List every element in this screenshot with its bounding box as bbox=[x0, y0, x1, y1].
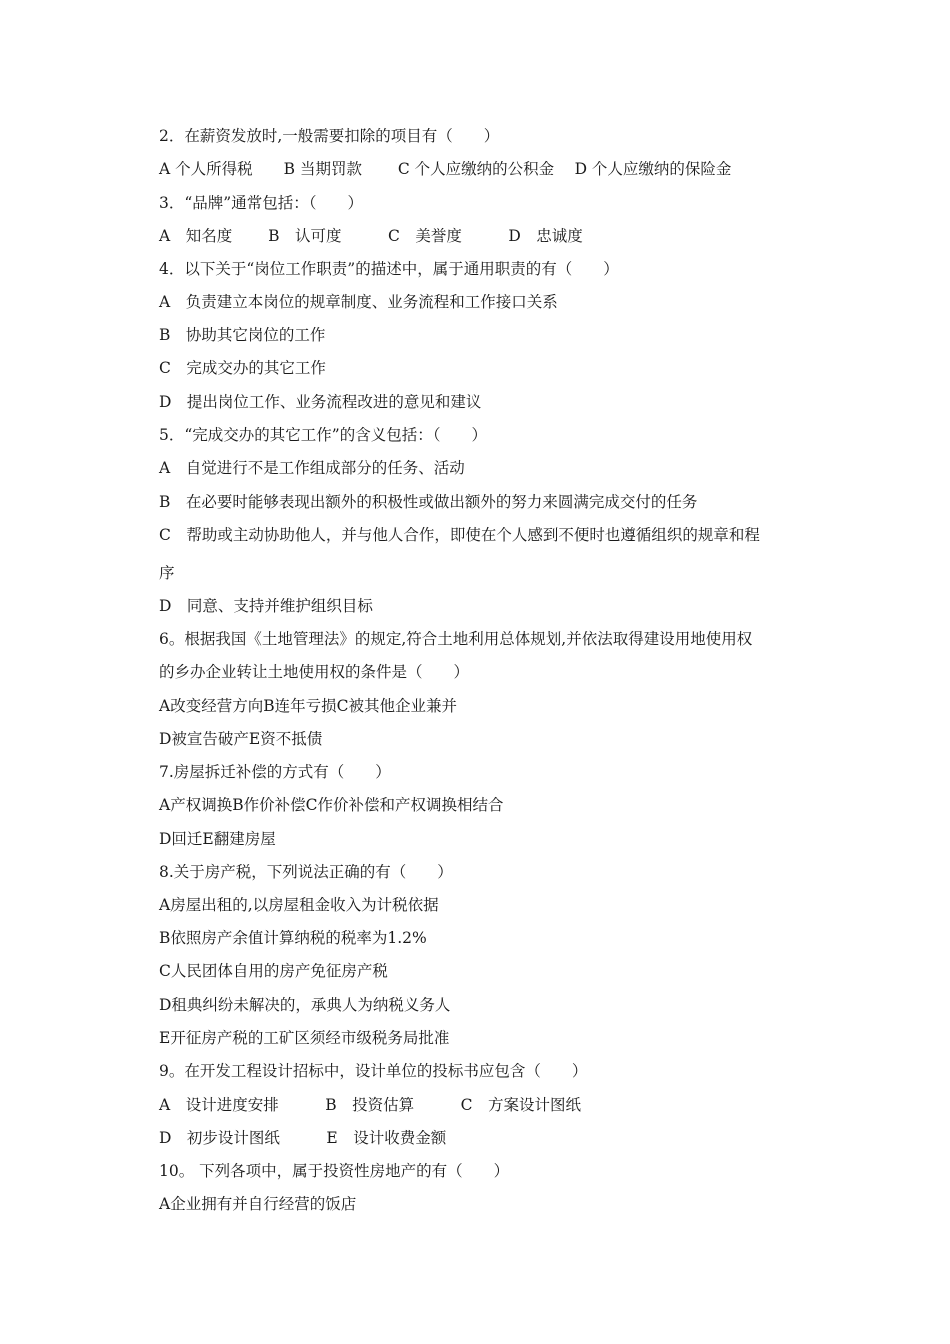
question-7-options-2: D回迁E翻建房屋 bbox=[159, 830, 276, 848]
question-8-option-b: B依照房产余值计算纳税的税率为1.2% bbox=[159, 929, 427, 947]
question-8-option-c: C人民团体自用的房产免征房产税 bbox=[159, 962, 388, 980]
question-10-option-a: A企业拥有并自行经营的饭店 bbox=[159, 1195, 357, 1213]
question-5-option-c: C 帮助或主动协助他人，并与他人合作，即使在个人感到不便时也遵循组织的规章和程 bbox=[159, 526, 760, 544]
question-4-option-c: C 完成交办的其它工作 bbox=[159, 359, 326, 377]
question-3-options: A 知名度 B 认可度 C 美誉度 D 忠诚度 bbox=[159, 227, 583, 245]
question-5-option-c-cont: 序 bbox=[159, 564, 175, 582]
question-4-option-a: A 负责建立本岗位的规章制度、业务流程和工作接口关系 bbox=[159, 293, 558, 311]
question-8-option-d: D租典纠纷未解决的，承典人为纳税义务人 bbox=[159, 996, 451, 1014]
question-6-stem-cont: 的乡办企业转让土地使用权的条件是（ ） bbox=[159, 663, 470, 681]
question-2-stem: 2．在薪资发放时,一般需要扣除的项目有（ ） bbox=[159, 127, 500, 145]
question-5-option-d: D 同意、支持并维护组织目标 bbox=[159, 597, 373, 615]
question-9-options-1: A 设计进度安排 B 投资估算 C 方案设计图纸 bbox=[159, 1096, 581, 1114]
question-4-option-b: B 协助其它岗位的工作 bbox=[159, 326, 326, 344]
question-4-option-d: D 提出岗位工作、业务流程改进的意见和建议 bbox=[159, 393, 482, 411]
question-5-option-b: B 在必要时能够表现出额外的积极性或做出额外的努力来圆满完成交付的任务 bbox=[159, 493, 698, 511]
question-8-option-e: E开征房产税的工矿区须经市级税务局批准 bbox=[159, 1029, 450, 1047]
question-6-options-2: D被宣告破产E资不抵债 bbox=[159, 730, 323, 748]
question-8-stem: 8.关于房产税，下列说法正确的有（ ） bbox=[159, 863, 453, 881]
question-6-options-1: A改变经营方向B连年亏损C被其他企业兼并 bbox=[159, 697, 457, 715]
question-3-stem: 3．“品牌”通常包括：（ ） bbox=[159, 194, 363, 212]
question-5-stem: 5．“完成交办的其它工作”的含义包括：（ ） bbox=[159, 426, 487, 444]
question-7-stem: 7.房屋拆迁补偿的方式有（ ） bbox=[159, 763, 391, 781]
question-5-option-a: A 自觉进行不是工作组成部分的任务、活动 bbox=[159, 459, 465, 477]
question-2-options: A 个人所得税 B 当期罚款 C 个人应缴纳的公积金 D 个人应缴纳的保险金 bbox=[159, 160, 732, 178]
question-9-options-2: D 初步设计图纸 E 设计收费金额 bbox=[159, 1129, 447, 1147]
question-9-stem: 9。在开发工程设计招标中，设计单位的投标书应包含（ ） bbox=[159, 1062, 588, 1080]
question-4-stem: 4．以下关于“岗位工作职责”的描述中，属于通用职责的有（ ） bbox=[159, 260, 619, 278]
question-7-options-1: A产权调换B作价补偿C作价补偿和产权调换相结合 bbox=[159, 796, 504, 814]
question-6-stem: 6。根据我国《土地管理法》的规定,符合土地利用总体规划,并依法取得建设用地使用权 bbox=[159, 630, 753, 648]
question-10-stem: 10。 下列各项中，属于投资性房地产的有（ ） bbox=[159, 1162, 510, 1180]
question-8-option-a: A房屋出租的,以房屋租金收入为计税依据 bbox=[159, 896, 439, 914]
